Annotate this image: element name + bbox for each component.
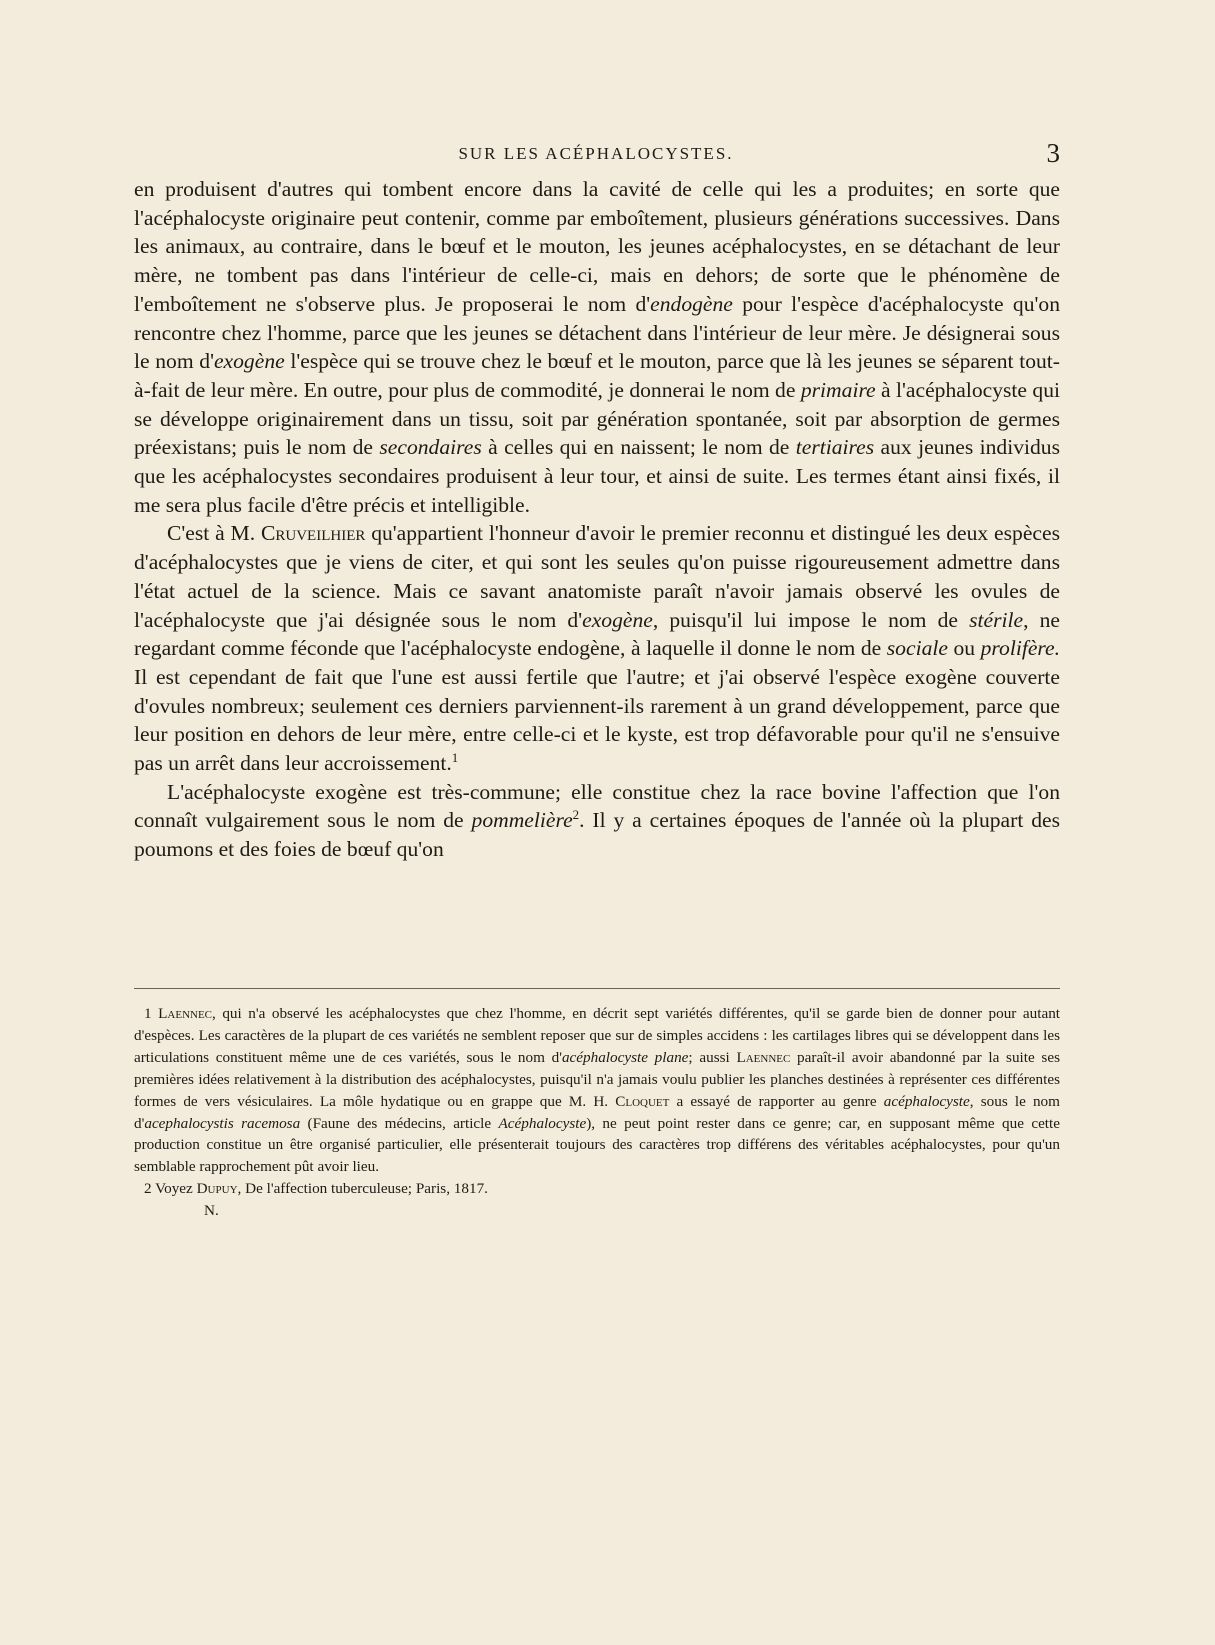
footnote-ref-1: 1 — [451, 749, 459, 765]
footnote-ref-2: 2 — [572, 807, 580, 823]
term-sociale: sociale — [886, 636, 948, 661]
footnote-number: 2 — [144, 1180, 152, 1198]
footnotes — [134, 1003, 1060, 1222]
body-text — [134, 175, 1060, 864]
term-prolifere: prolifère. — [980, 636, 1060, 661]
term-exogene-2: exogène — [582, 607, 653, 632]
term-endogene: endogène — [650, 291, 733, 316]
term-primaire: primaire — [800, 377, 876, 402]
footnote-number: 1 — [144, 1005, 152, 1022]
author-name: Cruveilhier — [260, 521, 366, 546]
paragraph-1: en produisent d'autres qui tombent encore dans la cavité de celle qui les a produites; en sorte que l'acéphalocyste originaire peut contenir, comme par emboîtement, plusieurs générations successives. Dans les animaux, au contraire, dans le bœuf et le mouton, les jeunes acéphalocystes, en se détachant de leur mère, ne tombent pas dans l'intérieur de celle-ci, mais en dehors; de sorte que le phénomène de l'emboîtement ne s'observe plus. Je proposerai le nom d'endogène pour l'espèce d'acéphalocyste qu'on rencontre chez l'homme, parce que les jeunes se détachent dans l'intérieur de leur mère. Je désignerai sous le nom d'exogène l'espèce qui se trouve chez le bœuf et le mouton, parce que là les jeunes se séparent tout-à-fait de leur mère. En outre, pour plus de commodité, je donnerai le nom de primaire à l'acéphalocyste qui se développe originairement dans un tissu, soit par génération spontanée, soit par absorption de germes préexistans; puis le nom de secondaires à celles qui en naissent; le nom de tertiaires aux jeunes individus que les acéphalocystes secondaires produisent à leur tour, et ainsi de suite. Les termes étant ainsi fixés, il me sera plus facile d'être précis et intelligible. — [134, 177, 1061, 517]
running-head: SUR LES ACÉPHALOCYSTES. — [458, 144, 734, 163]
footnote-rule — [134, 988, 1060, 989]
signature: N. — [204, 1202, 219, 1220]
paragraph-3: L'acéphalocyste exogène est très-commune; elle constitue chez la race bovine l'affection que l'on connaît vulgairement sous le nom de pommelière$^2$. Il y a certaines époques de l'année où la plupart des poumons et des foies de bœuf qu'on — [134, 779, 1060, 862]
footnote-2: 2 Voyez Dupuy, De l'affection tuberculeuse; Paris, 1817. — [144, 1180, 488, 1198]
page-number: 3 — [1046, 138, 1060, 168]
term-exogene: exogène — [213, 349, 285, 374]
paragraph-2: C'est à M. Cruveilhier qu'appartient l'honneur d'avoir le premier reconnu et distingué les deux espèces d'acéphalocystes que je viens de citer, et qui sont les seules qu'on puisse rigoureusement admettre dans l'état actuel de la science. Mais ce savant anatomiste paraît n'avoir jamais observé les ovules de l'acéphalocyste que j'ai désignée sous le nom d'exogène, puisqu'il lui impose le nom de stérile, ne regardant comme féconde que l'acéphalocyste endogène, à laquelle il donne le nom de sociale ou prolifère. Il est cependant de fait que l'une est aussi fertile que l'autre; et j'ai observé l'espèce exogène couverte d'ovules nombreux; seulement ces derniers parviennent-ils rarement à un grand développement, parce que leur position en dehors de leur mère, entre celle-ci et le kyste, est trop défavorable pour qu'il ne s'ensuive pas un arrêt dans leur accroissement.$^1$ — [134, 521, 1060, 776]
term-sterile: stérile — [969, 607, 1024, 632]
term-pommeliere: pommelière — [471, 808, 573, 833]
term-tertiaires: tertiaires — [795, 435, 875, 460]
footnote-1: 1 Laennec, qui n'a observé les acéphalocystes que chez l'homme, en décrit sept variétés différentes, qu'il se garde bien de donner pour autant d'espèces. Les caractères de la plupart de ces variétés ne semblent reposer que sur de simples accidens : les cartilages libres qui se développent dans les articulations constituent même une de ces variétés, sous le nom d'acéphalocyste plane; aussi Laennec paraît-il avoir abandonné par la suite ses premières idées relativement à la distribution des acéphalocystes, puisqu'il n'a jamais voulu publier les planches destinées à représenter ces différentes formes de vers vésiculaires. La môle hydatique ou en grappe que M. H. Cloquet a essayé de rapporter au genre acéphalocyste, sous le nom d'acephalocystis racemosa (Faune des médecins, article Acéphalocyste), ne peut point rester dans ce genre; car, en supposant même que cette production constitue un être organisé particulier, elle présenterait toujours des caractères trop différens des véritables acéphalocystes, pour qu'un semblable rapprochement pût avoir lieu. — [134, 1005, 1061, 1176]
page-header — [132, 140, 1060, 170]
term-secondaires: secondaires — [379, 435, 482, 460]
